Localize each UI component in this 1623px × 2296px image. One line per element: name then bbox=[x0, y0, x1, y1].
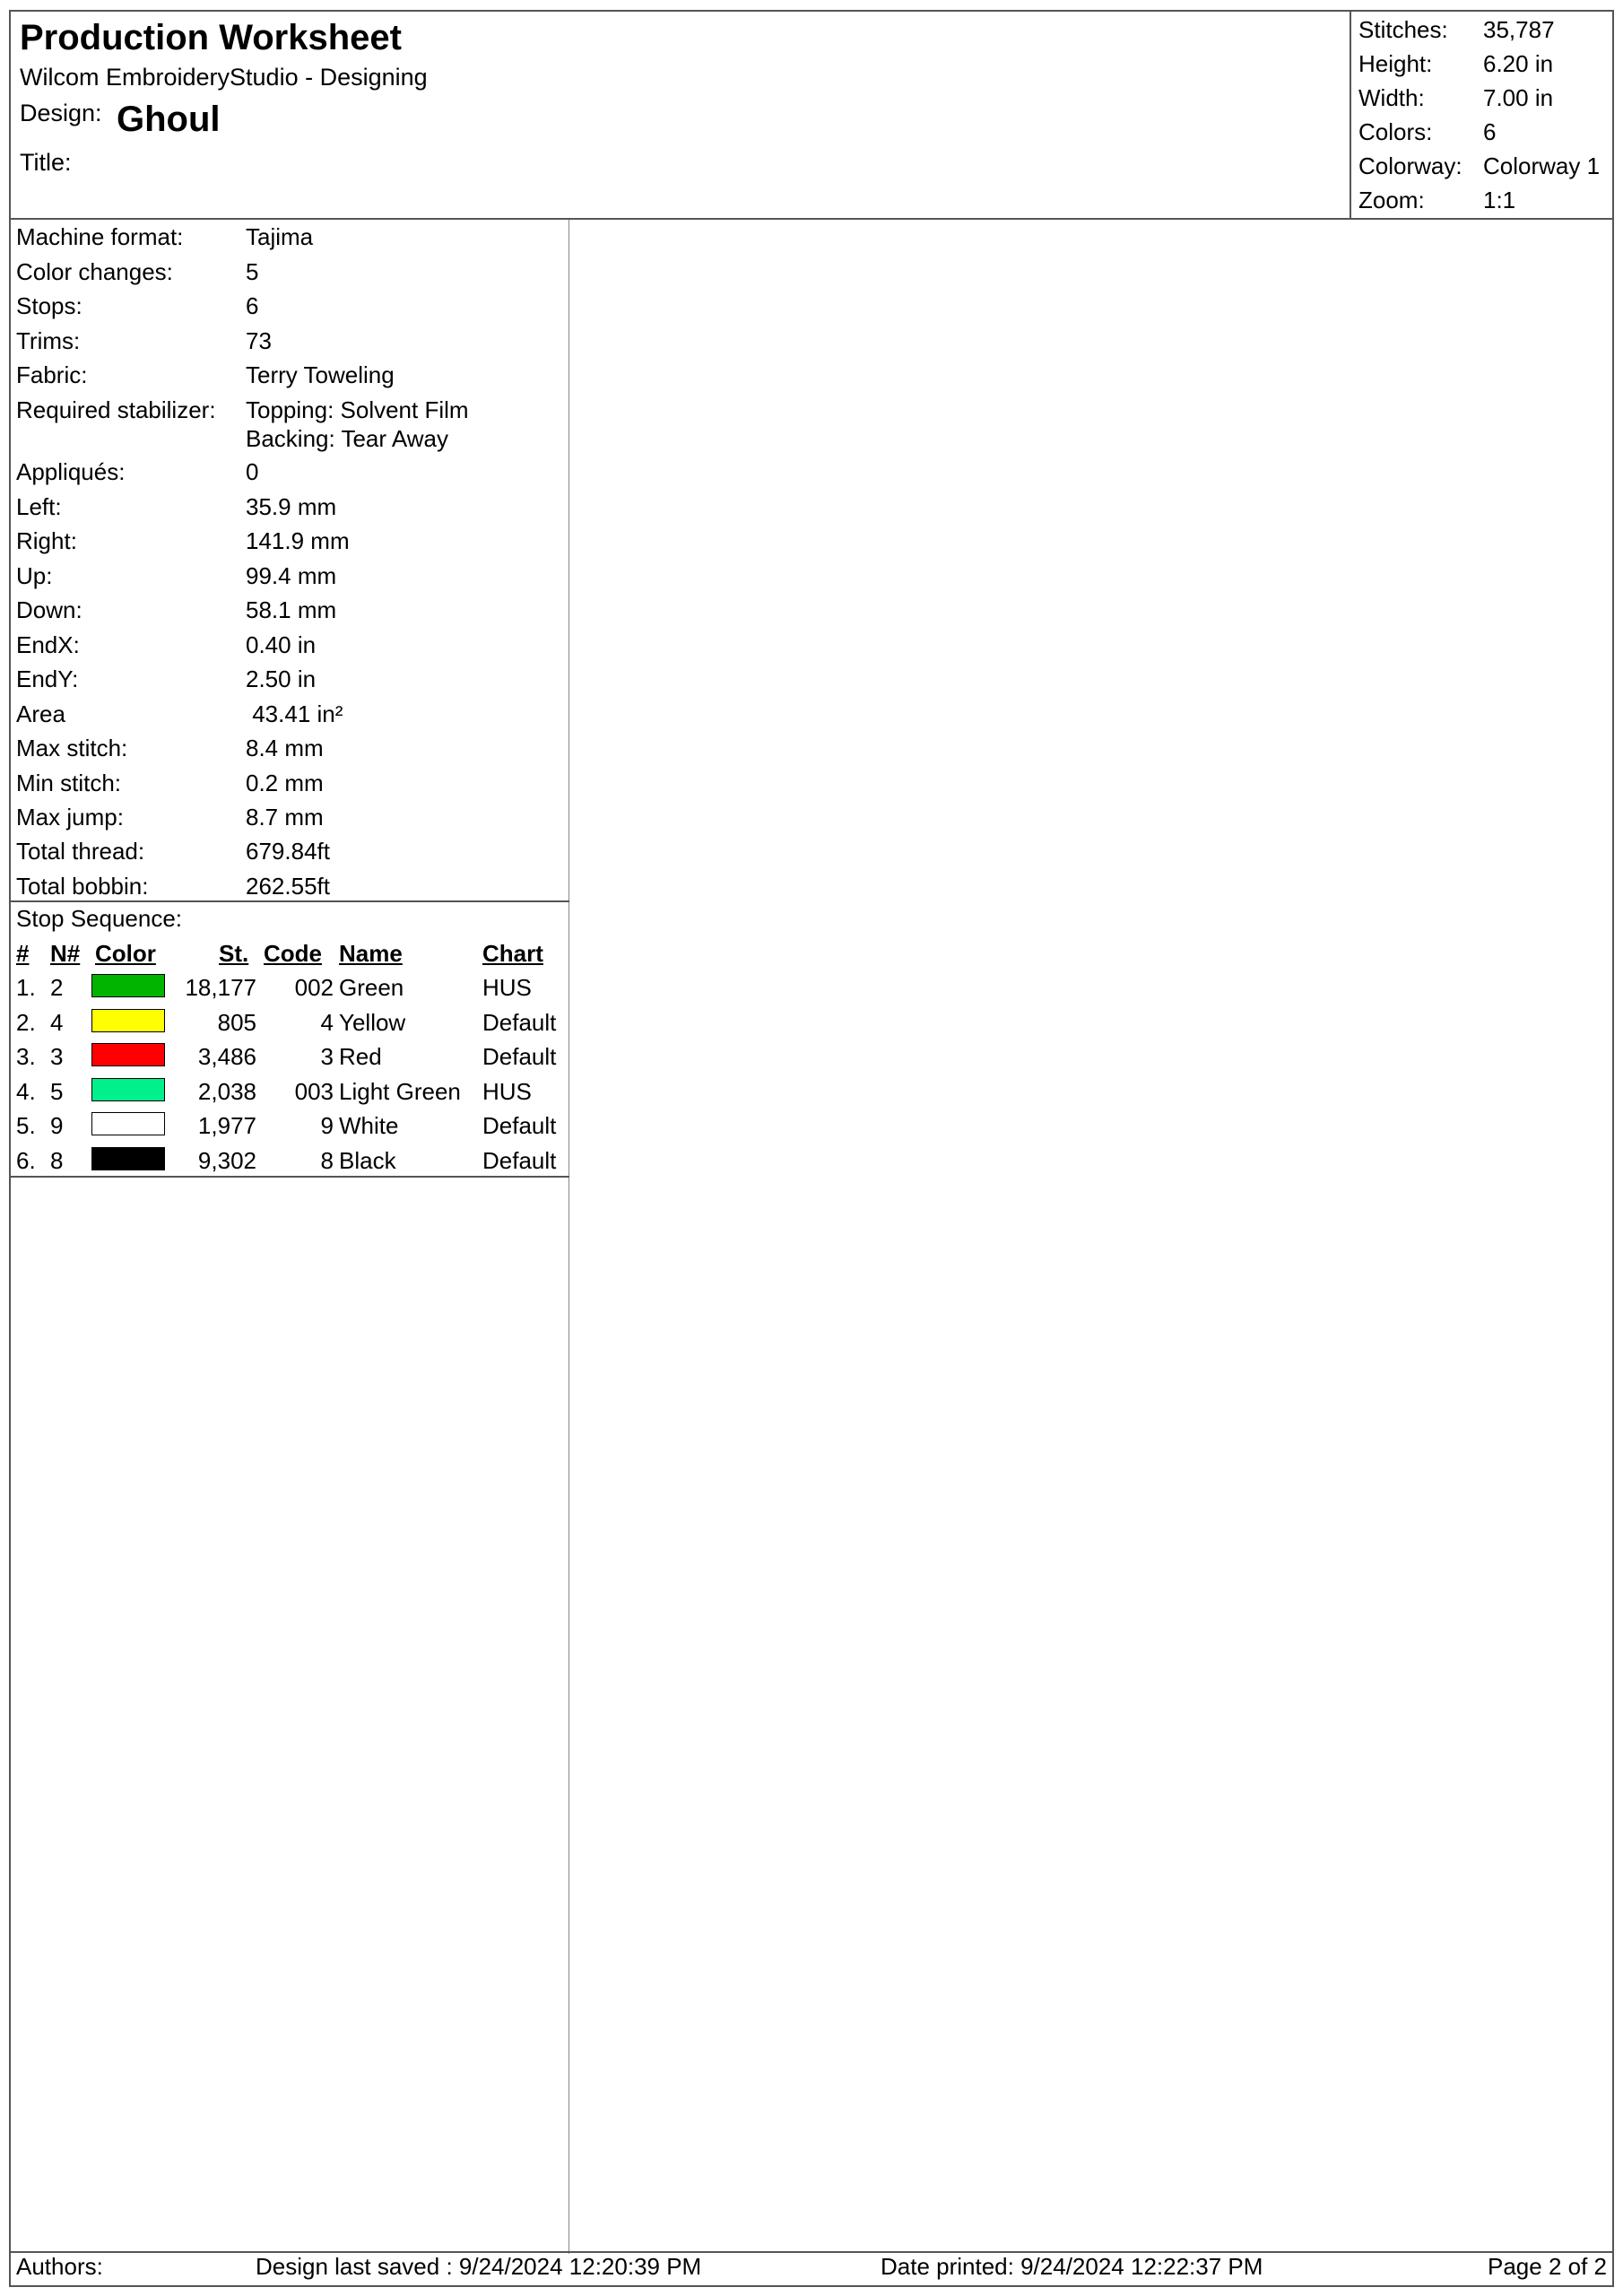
stop-color-name: Red bbox=[339, 1043, 382, 1070]
detail-value: Terry Toweling bbox=[246, 361, 395, 388]
summary-label: Stitches: bbox=[1358, 16, 1448, 43]
summary-label: Height: bbox=[1358, 50, 1433, 77]
summary-label: Width: bbox=[1358, 84, 1425, 111]
stop-needle: 4 bbox=[50, 1009, 64, 1036]
summary-label: Colors: bbox=[1358, 118, 1433, 145]
summary-divider bbox=[1350, 12, 1351, 218]
stop-chart: Default bbox=[482, 1009, 557, 1036]
footer-authors: Authors: bbox=[16, 2253, 103, 2280]
stop-number: 4. bbox=[16, 1078, 36, 1105]
column-header-color: Color bbox=[95, 940, 156, 967]
stop-color-name: Green bbox=[339, 974, 404, 1001]
detail-label: Total bobbin: bbox=[16, 873, 149, 900]
stop-code: 002 bbox=[294, 974, 334, 1001]
color-swatch bbox=[91, 1043, 165, 1066]
stop-stitches: 3,486 bbox=[197, 1043, 256, 1070]
footer-divider bbox=[11, 2251, 1612, 2253]
summary-value: 6 bbox=[1483, 118, 1497, 145]
detail-label: Trims: bbox=[16, 327, 81, 354]
color-swatch bbox=[91, 1009, 165, 1032]
stop-stitches: 18,177 bbox=[185, 974, 256, 1001]
stop-number: 3. bbox=[16, 1043, 36, 1070]
detail-value-secondary: Backing: Tear Away bbox=[246, 425, 448, 452]
detail-label: Required stabilizer: bbox=[16, 396, 216, 423]
summary-value: 35,787 bbox=[1483, 16, 1555, 43]
details-divider bbox=[11, 900, 569, 902]
stop-stitches: 1,977 bbox=[197, 1112, 256, 1139]
stop-needle: 8 bbox=[50, 1147, 64, 1174]
color-swatch bbox=[91, 1112, 165, 1135]
detail-label: Right: bbox=[16, 527, 77, 554]
detail-value: 0 bbox=[246, 458, 259, 485]
table-row bbox=[11, 1043, 576, 1077]
detail-value: 35.9 mm bbox=[246, 493, 337, 520]
detail-value: 43.41 in² bbox=[246, 700, 343, 727]
stop-number: 6. bbox=[16, 1147, 36, 1174]
detail-value: Topping: Solvent Film bbox=[246, 396, 469, 423]
stop-code: 4 bbox=[320, 1009, 334, 1036]
detail-label: Color changes: bbox=[16, 258, 173, 285]
detail-label: Appliqués: bbox=[16, 458, 126, 485]
header-divider bbox=[11, 218, 1612, 220]
stop-stitches: 9,302 bbox=[197, 1147, 256, 1174]
stop-number: 2. bbox=[16, 1009, 36, 1036]
design-label: Design: bbox=[20, 100, 102, 126]
column-divider bbox=[568, 220, 569, 2254]
color-swatch bbox=[91, 1078, 165, 1101]
detail-label: EndY: bbox=[16, 665, 79, 692]
detail-value: 8.7 mm bbox=[246, 804, 324, 831]
stop-number: 5. bbox=[16, 1112, 36, 1139]
summary-label: Zoom: bbox=[1358, 187, 1425, 213]
detail-value: 58.1 mm bbox=[246, 596, 337, 623]
page-title: Production Worksheet bbox=[20, 18, 402, 57]
footer-date-printed: Date printed: 9/24/2024 12:22:37 PM bbox=[881, 2253, 1263, 2280]
stop-chart: Default bbox=[482, 1043, 557, 1070]
stop-chart: HUS bbox=[482, 1078, 532, 1105]
stop-stitches: 805 bbox=[217, 1009, 256, 1036]
stop-color-name: White bbox=[339, 1112, 399, 1139]
stop-color-name: Black bbox=[339, 1147, 396, 1174]
detail-value: 99.4 mm bbox=[246, 562, 337, 589]
design-name: Ghoul bbox=[117, 100, 221, 139]
column-header-stitches: St. bbox=[219, 940, 249, 967]
column-header-code: Code bbox=[264, 940, 322, 967]
detail-value: 6 bbox=[246, 292, 259, 319]
summary-value: 7.00 in bbox=[1483, 84, 1554, 111]
detail-value: 0.40 in bbox=[246, 631, 317, 658]
detail-value: 262.55ft bbox=[246, 873, 330, 900]
stop-chart: Default bbox=[482, 1147, 557, 1174]
stop-stitches: 2,038 bbox=[197, 1078, 256, 1105]
detail-label: EndX: bbox=[16, 631, 80, 658]
detail-value: 5 bbox=[246, 258, 259, 285]
stop-needle: 3 bbox=[50, 1043, 64, 1070]
stop-needle: 2 bbox=[50, 974, 64, 1001]
table-row bbox=[11, 1078, 576, 1112]
summary-value: Colorway 1 bbox=[1483, 152, 1601, 179]
detail-label: Min stitch: bbox=[16, 770, 122, 796]
stop-color-name: Light Green bbox=[339, 1078, 461, 1105]
table-row bbox=[11, 1009, 576, 1043]
detail-value: 141.9 mm bbox=[246, 527, 350, 554]
color-swatch bbox=[91, 1147, 165, 1170]
stop-code: 8 bbox=[320, 1147, 334, 1174]
footer-last-saved: Design last saved : 9/24/2024 12:20:39 PM bbox=[256, 2253, 702, 2280]
summary-label: Colorway: bbox=[1358, 152, 1462, 179]
detail-label: Left: bbox=[16, 493, 62, 520]
software-name: Wilcom EmbroideryStudio - Designing bbox=[20, 64, 428, 91]
detail-value: 8.4 mm bbox=[246, 735, 324, 761]
stop-number: 1. bbox=[16, 974, 36, 1001]
stop-needle: 9 bbox=[50, 1112, 64, 1139]
detail-label: Max stitch: bbox=[16, 735, 128, 761]
stop-code: 3 bbox=[320, 1043, 334, 1070]
stop-code: 9 bbox=[320, 1112, 334, 1139]
detail-value: 679.84ft bbox=[246, 838, 330, 865]
color-swatch bbox=[91, 974, 165, 997]
stop-chart: Default bbox=[482, 1112, 557, 1139]
column-header-needle: N# bbox=[50, 940, 81, 967]
detail-label: Stops: bbox=[16, 292, 82, 319]
table-row bbox=[11, 1147, 576, 1181]
stop-chart: HUS bbox=[482, 974, 532, 1001]
detail-label: Down: bbox=[16, 596, 82, 623]
stop-color-name: Yellow bbox=[339, 1009, 406, 1036]
detail-value: Tajima bbox=[246, 223, 314, 250]
summary-value: 1:1 bbox=[1483, 187, 1516, 213]
stop-sequence-label: Stop Sequence: bbox=[16, 905, 183, 932]
detail-label: Fabric: bbox=[16, 361, 88, 388]
column-header-name: Name bbox=[339, 940, 403, 967]
worksheet-sheet bbox=[9, 10, 1614, 2287]
detail-label: Max jump: bbox=[16, 804, 124, 831]
detail-label: Machine format: bbox=[16, 223, 184, 250]
detail-value: 0.2 mm bbox=[246, 770, 324, 796]
stop-needle: 5 bbox=[50, 1078, 64, 1105]
table-row bbox=[11, 974, 576, 1008]
column-header-number: # bbox=[16, 940, 30, 967]
stop-code: 003 bbox=[294, 1078, 334, 1105]
detail-label: Up: bbox=[16, 562, 53, 589]
title-label: Title: bbox=[20, 149, 72, 176]
detail-label: Area bbox=[16, 700, 65, 727]
detail-value: 73 bbox=[246, 327, 272, 354]
summary-value: 6.20 in bbox=[1483, 50, 1554, 77]
detail-label: Total thread: bbox=[16, 838, 145, 865]
column-header-chart: Chart bbox=[482, 940, 543, 967]
detail-value: 2.50 in bbox=[246, 665, 317, 692]
footer-page-number: Page 2 of 2 bbox=[1488, 2253, 1607, 2280]
table-row bbox=[11, 1112, 576, 1146]
